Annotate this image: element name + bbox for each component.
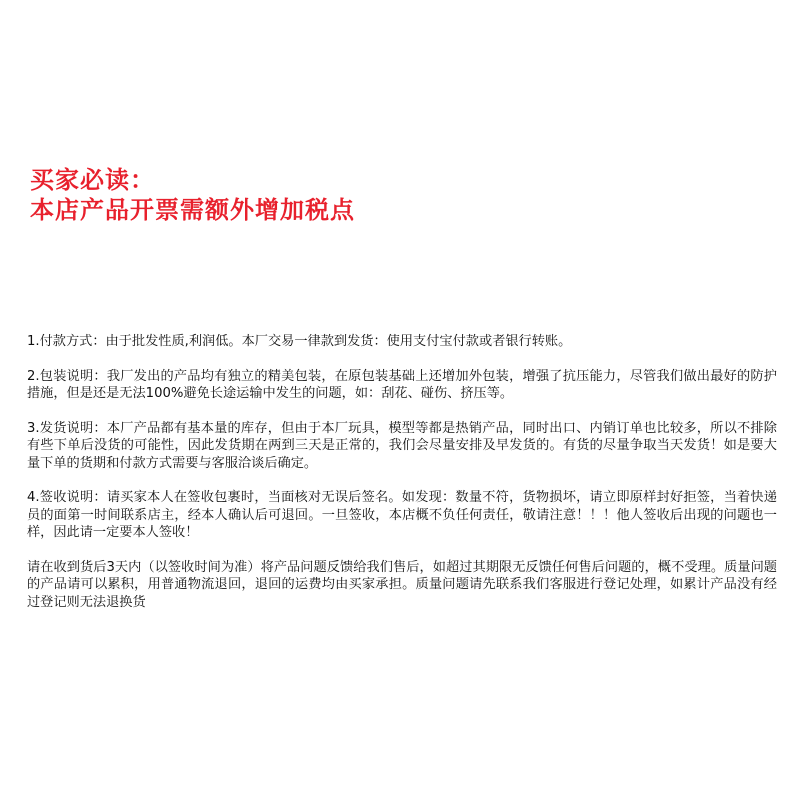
notice-heading [30,165,770,225]
after-sales-paragraph: 请在收到货后3天内（以签收时间为准）将产品问题反馈给我们售后，如超过其期限无反馈任何售后问题的，概不受理。质量问题的产品请可以累积，用普通物流退回，退回的运费均由买家承担。质量问题请先联系我们客服进行登记处理，如累计产品没有经过登记则无法退换货 [27,559,777,610]
payment-method-paragraph: 1.付款方式：由于批发性质,利润低。本厂交易一律款到发货：使用支付宝付款或者银行转账。 [27,334,572,349]
packaging-paragraph: 2.包装说明：我厂发出的产品均有独立的精美包装，在原包装基础上还增加外包装，增强了抗压能力，尽管我们做出最好的防护措施，但是还是无法100%避免长途运输中发生的问题，如：刮花、碰伤、挤压等。 [27,368,777,401]
heading-invoice-tax-note: 本店产品开票需额外增加税点 [30,196,355,224]
notice-body [27,333,777,628]
shipping-paragraph: 3.发货说明：本厂产品都有基本量的库存，但由于本厂玩具，模型等都是热销产品，同时出口、内销订单也比较多，所以不排除有些下单后没货的可能性，因此发货期在两到三天是正常的，我们会尽量安排及早发货的。有货的尽量争取当天发货！如是要大量下单的货期和付款方式需要与客服洽谈后确定。 [27,420,777,471]
receipt-paragraph: 4.签收说明：请买家本人在签收包裹时，当面核对无误后签名。如发现：数量不符，货物损坏，请立即原样封好拒签，当着快递员的面第一时间联系店主，经本人确认后可退回。一旦签收，本店概不负任何责任，敬请注意！！！他人签收后出现的问题也一样，因此请一定要本人签收！ [27,490,777,540]
heading-buyer-must-read: 买家必读： [30,166,155,194]
